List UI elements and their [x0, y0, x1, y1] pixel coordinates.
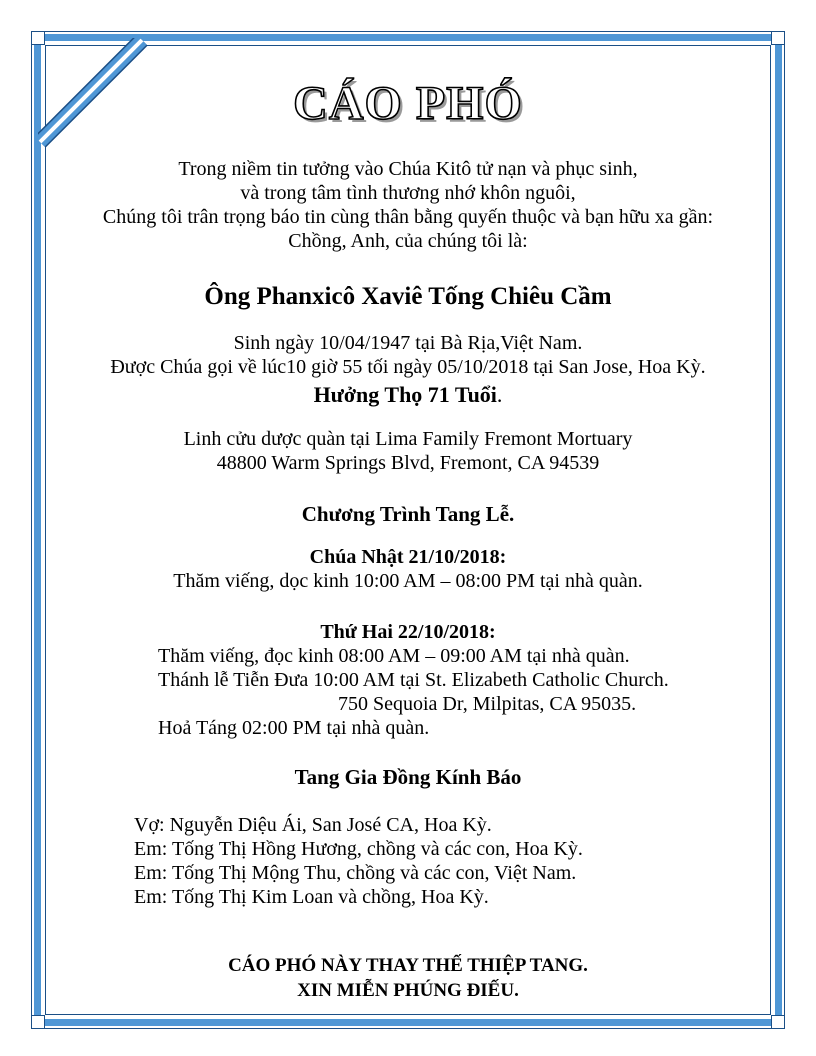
- day1-heading: Chúa Nhật 21/10/2018:: [309, 546, 507, 568]
- border-corner-bottom-right: [771, 1015, 785, 1029]
- family-member-2: Em: Tống Thị Hồng Hương, chồng và các con, Hoa Kỳ.: [134, 838, 583, 860]
- age-suffix: .: [496, 382, 503, 407]
- closing-line-2: XIN MIỄN PHÚNG ĐIẾU.: [297, 980, 519, 1001]
- viewing-location-line-1: Linh cửu dược quàn tại Lima Family Fremont Mortuary: [183, 428, 633, 450]
- age-line: [0, 382, 816, 408]
- death-line: Được Chúa gọi về lúc10 giờ 55 tối ngày 05/10/2018 tại San Jose, Hoa Kỳ.: [110, 356, 706, 378]
- day2-line-1: Thăm viếng, đọc kinh 08:00 AM – 09:00 AM tại nhà quàn.: [158, 645, 630, 667]
- day2-line-3: 750 Sequoia Dr, Milpitas, CA 95035.: [338, 693, 637, 715]
- border-corner-bottom-left: [31, 1015, 45, 1029]
- page-title: CÁO PHÓ: [293, 77, 523, 130]
- day1-line: Thăm viếng, dọc kinh 10:00 AM – 08:00 PM tại nhà quàn.: [173, 570, 643, 592]
- family-member-1: Vợ: Nguyễn Diệu Ái, San José CA, Hoa Kỳ.: [134, 814, 492, 836]
- border-corner-top-right: [771, 31, 785, 45]
- viewing-location-line-2: 48800 Warm Springs Blvd, Fremont, CA 94539: [216, 452, 600, 474]
- intro-line-2: và trong tâm tình thương nhớ khôn nguôi,: [240, 182, 576, 204]
- age-bold: Hưởng Thọ 71 Tuổi: [313, 382, 497, 407]
- family-member-3: Em: Tống Thị Mộng Thu, chồng và các con, Việt Nam.: [134, 862, 577, 884]
- day2-heading: Thứ Hai 22/10/2018:: [320, 621, 496, 643]
- intro-line-4: Chồng, Anh, của chúng tôi là:: [288, 230, 528, 252]
- family-member-4: Em: Tống Thị Kim Loan và chồng, Hoa Kỳ.: [134, 886, 489, 908]
- intro-line-3: Chúng tôi trân trọng báo tin cùng thân bằng quyến thuộc và bạn hữu xa gần:: [102, 206, 714, 228]
- closing-line-1: CÁO PHÓ NÀY THAY THẾ THIỆP TANG.: [228, 955, 588, 976]
- program-heading: Chương Trình Tang Lễ.: [301, 502, 515, 526]
- family-heading: Tang Gia Đồng Kính Báo: [294, 765, 522, 789]
- day2-line-2: Thánh lễ Tiễn Đưa 10:00 AM tại St. Elizabeth Catholic Church.: [158, 669, 669, 691]
- birth-line: Sinh ngày 10/04/1947 tại Bà Rịa,Việt Nam.: [233, 332, 583, 354]
- deceased-name: Ông Phanxicô Xaviê Tống Chiêu Cầm: [204, 283, 612, 310]
- intro-line-1: Trong niềm tin tưởng vào Chúa Kitô tử nạn và phục sinh,: [178, 158, 638, 180]
- day2-line-4: Hoả Táng 02:00 PM tại nhà quàn.: [158, 717, 430, 739]
